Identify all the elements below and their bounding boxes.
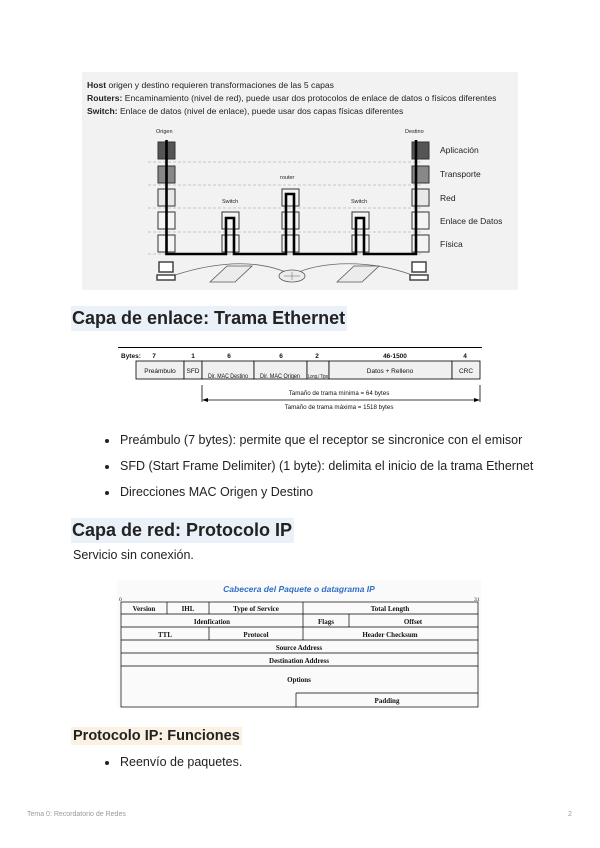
router-stack [282, 189, 299, 252]
footer-title: Tema 0: Recordatorio de Redes [27, 811, 126, 818]
frame-field: Dir. MAC Destino [208, 374, 249, 380]
frame-field: CRC [458, 368, 474, 375]
page-number: 2 [568, 811, 572, 818]
figure-caption-line: Host origen y destino requieren transformaciones de las 5 capas [87, 80, 334, 90]
size-label: 4 [463, 353, 467, 360]
size-label: 46-1500 [383, 353, 407, 360]
ip-field: Padding [374, 697, 400, 705]
switch1-label: Switch [222, 199, 239, 205]
ip-field: Destination Address [269, 657, 329, 665]
frame-field: Datos + Relleno [366, 368, 414, 375]
ip-field: Total Length [370, 605, 410, 613]
ip-field: Idenfication [193, 618, 231, 626]
ip-intro-text: Servicio sin conexión. [73, 548, 194, 562]
ip-header-figure [117, 580, 481, 708]
origin-label: Origen [156, 129, 173, 135]
ip-field: Version [132, 605, 156, 613]
size-label: 6 [227, 353, 231, 360]
switch2-label: Switch [351, 199, 368, 205]
list-item: Preámbulo (7 bytes): permite que el receptor se sincronice con el emisor [98, 433, 533, 459]
ip-field: Protocol [243, 631, 269, 639]
ip-field: Options [287, 676, 311, 684]
destination-stack [412, 142, 429, 252]
ip-function-bullets [98, 755, 242, 781]
switch-device-icon [337, 266, 379, 282]
layer-label: Aplicación [440, 145, 479, 155]
link-layer-bullets [98, 433, 533, 511]
ethernet-frame-figure [118, 347, 482, 413]
ip-field: TTL [157, 631, 173, 639]
ip-field: IHL [181, 605, 195, 613]
layer-label: Transporte [440, 169, 481, 179]
bytes-label: Bytes: [121, 353, 141, 360]
frame-field: Dir. MAC Origen [260, 374, 300, 380]
frame-max-size: Tamaño de trama máxima = 1518 bytes [284, 404, 394, 411]
layer-label: Física [440, 239, 463, 249]
list-item: SFD (Start Frame Delimiter) (1 byte): delimita el inicio de la trama Ethernet [98, 459, 533, 485]
computer-icon [157, 262, 175, 280]
computer-icon [410, 262, 428, 280]
layer-label: Enlace de Datos [440, 216, 503, 226]
size-label: 7 [152, 353, 156, 360]
size-label: 1 [191, 353, 195, 360]
router-device-icon [279, 270, 305, 282]
frame-field: SFD [186, 368, 200, 375]
ip-field: Type of Service [233, 605, 279, 613]
figure-caption-line: Routers: Encaminamiento (nivel de red), puede usar dos protocolos de enlace de datos o físicos diferentes [87, 93, 497, 103]
frame-field: Preámbulo [144, 368, 176, 375]
size-label: 2 [315, 353, 319, 360]
destination-label: Destino [405, 129, 424, 135]
ip-field: Offset [403, 618, 423, 626]
section-heading-ip-functions: Protocolo IP: Funciones [73, 728, 240, 744]
network-diagram [82, 72, 518, 290]
list-item: Direcciones MAC Origen y Destino [98, 485, 533, 511]
network-layers-figure [82, 72, 518, 290]
figure-caption-line: Switch: Enlace de datos (nivel de enlace), puede usar dos capas físicas diferentes [87, 106, 404, 116]
section-heading-link-layer: Capa de enlace: Trama Ethernet [71, 306, 347, 331]
size-label: 6 [279, 353, 283, 360]
ip-field: Flags [318, 618, 334, 626]
list-item: Reenvío de paquetes. [98, 755, 242, 781]
switch-device-icon [210, 266, 252, 282]
ip-field: Header Checksum [362, 631, 418, 639]
ip-field: Source Address [275, 644, 323, 652]
ip-header-title: Cabecera del Paquete o datagrama IP [223, 584, 375, 594]
frame-field: Long./ Tipo [308, 374, 328, 380]
frame-min-size: Tamaño de trama mínima = 64 bytes [288, 390, 390, 397]
router-label: router [280, 175, 295, 181]
bit-start-label: 0 [119, 597, 122, 603]
layer-label: Red [440, 193, 456, 203]
section-heading-network-layer: Capa de red: Protocolo IP [71, 518, 294, 543]
bit-end-label: 31 [474, 597, 480, 603]
